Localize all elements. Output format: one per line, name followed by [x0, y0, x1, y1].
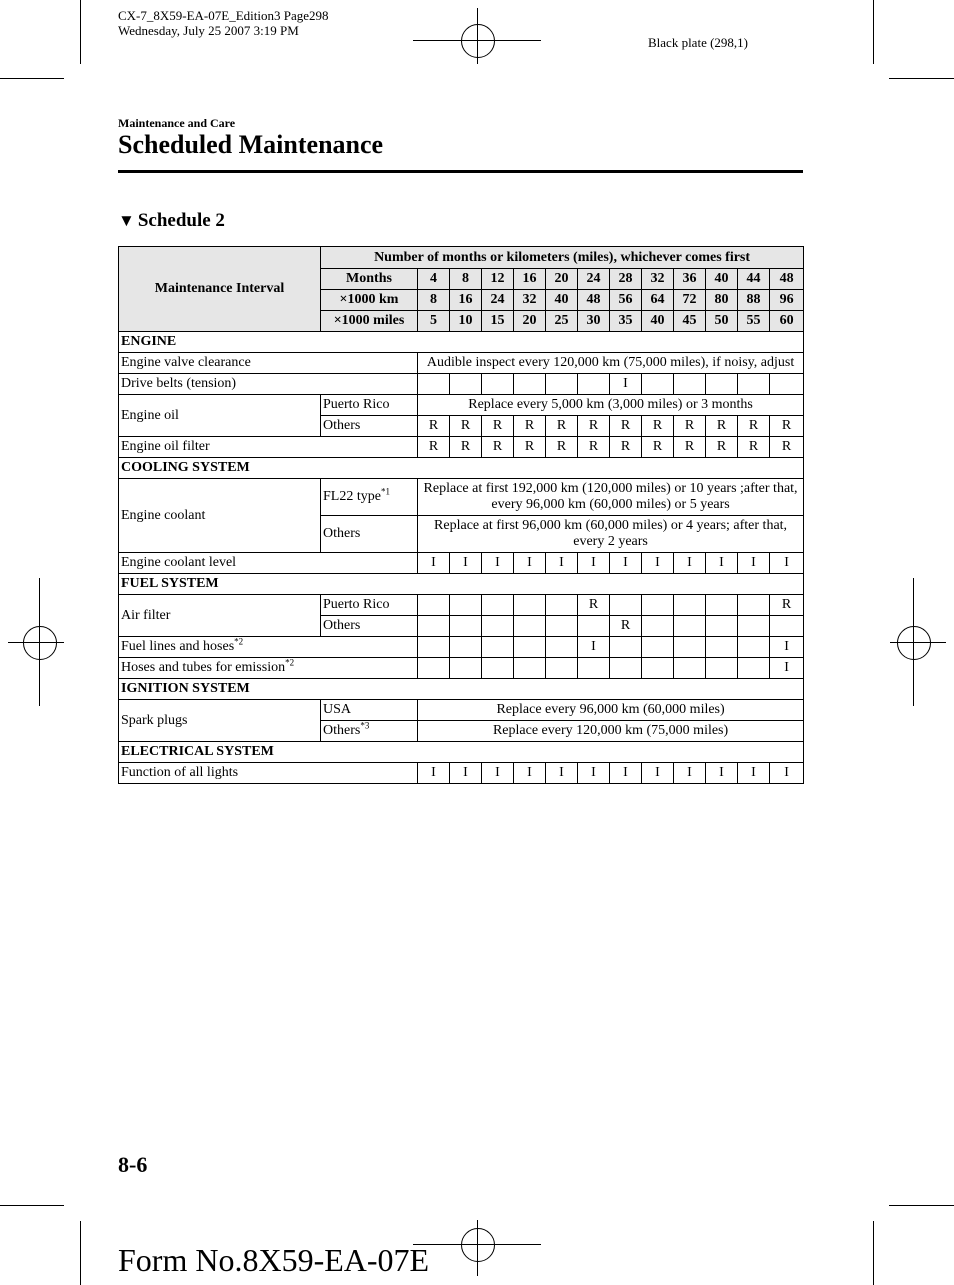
interval-cell: I: [450, 553, 482, 574]
interval-cell: I: [770, 763, 804, 784]
item-name: [119, 700, 321, 742]
interval-value: 32: [514, 290, 546, 311]
interval-cell: R: [642, 416, 674, 437]
sub-item-name: [321, 721, 418, 742]
interval-value: 48: [770, 269, 804, 290]
item-name-text: Engine oil: [121, 407, 179, 423]
item-name-text: Function of all lights: [121, 765, 239, 780]
item-name: [119, 553, 418, 574]
item-name: [119, 595, 321, 637]
table-row: [119, 353, 804, 374]
interval-cell: I: [514, 763, 546, 784]
interval-value: 5: [418, 311, 450, 332]
interval-label: Maintenance Interval: [119, 247, 321, 332]
footnote-ref: *3: [360, 720, 370, 731]
interval-cell: [578, 374, 610, 395]
interval-cell: R: [674, 437, 706, 458]
interval-cell: [546, 595, 578, 616]
interval-cell: [706, 658, 738, 679]
interval-cell: [674, 616, 706, 637]
crop-mark: [39, 578, 40, 706]
crop-mark: [889, 1205, 954, 1206]
interval-value: 55: [738, 311, 770, 332]
page-title: Scheduled Maintenance: [118, 130, 384, 159]
section-title: COOLING SYSTEM: [119, 458, 804, 479]
interval-cell: R: [546, 416, 578, 437]
item-name-text: Fuel lines and hoses: [121, 639, 235, 654]
interval-cell: [642, 658, 674, 679]
crop-mark: [477, 1220, 478, 1276]
print-header-plate: Black plate (298,1): [648, 35, 748, 50]
interval-cell: [674, 658, 706, 679]
interval-cell: [482, 595, 514, 616]
interval-cell: [450, 595, 482, 616]
footnote-ref: *2: [234, 636, 244, 647]
interval-value: 36: [674, 269, 706, 290]
registration-mark-icon: [23, 626, 57, 660]
sub-item-name: [321, 416, 418, 437]
table-row: [119, 374, 804, 395]
item-name: [119, 395, 321, 437]
interval-value: 64: [642, 290, 674, 311]
interval-cell: R: [578, 437, 610, 458]
interval-cell: I: [642, 553, 674, 574]
interval-cell: [514, 637, 546, 658]
interval-cell: I: [610, 553, 642, 574]
registration-mark-icon: [897, 626, 931, 660]
interval-value: 24: [578, 269, 610, 290]
interval-value: 10: [450, 311, 482, 332]
interval-cell: [418, 374, 450, 395]
crop-mark: [0, 1205, 64, 1206]
interval-cell: I: [546, 763, 578, 784]
interval-value: 16: [514, 269, 546, 290]
interval-note: Replace at first 192,000 km (120,000 miles) or 10 years ;after that, every 96,000 km (60,000 miles) or 5 years: [418, 479, 804, 516]
interval-note: Replace every 5,000 km (3,000 miles) or 3 months: [418, 395, 804, 416]
interval-cell: [418, 595, 450, 616]
interval-cell: R: [738, 416, 770, 437]
item-name-text: Engine coolant: [121, 507, 206, 523]
table-row: [119, 437, 804, 458]
interval-value: 88: [738, 290, 770, 311]
interval-cell: I: [706, 553, 738, 574]
sub-item-name: [321, 616, 418, 637]
interval-cell: R: [578, 595, 610, 616]
sub-item-name-text: Others: [323, 418, 361, 433]
item-name: [119, 437, 418, 458]
interval-cell: [578, 658, 610, 679]
table-row: [119, 479, 804, 516]
interval-cell: [674, 595, 706, 616]
item-name-text: Engine oil filter: [121, 439, 210, 454]
maintenance-table: [118, 246, 804, 784]
section-row: [119, 742, 804, 763]
table-row: [119, 763, 804, 784]
crop-mark: [477, 8, 478, 64]
crop-mark: [890, 642, 946, 643]
item-name: [119, 763, 418, 784]
interval-value: 16: [450, 290, 482, 311]
interval-cell: [450, 374, 482, 395]
item-name-text: Engine coolant level: [121, 555, 237, 570]
interval-cell: R: [610, 437, 642, 458]
interval-cell: R: [450, 437, 482, 458]
crop-mark: [80, 0, 81, 64]
interval-cell: I: [610, 374, 642, 395]
interval-value: 20: [546, 269, 578, 290]
interval-cell: [482, 658, 514, 679]
interval-value: 4: [418, 269, 450, 290]
interval-value: 40: [706, 269, 738, 290]
table-row: [119, 553, 804, 574]
sub-item-name-text: Puerto Rico: [323, 597, 390, 612]
footnote-ref: *2: [285, 657, 295, 668]
interval-value: 50: [706, 311, 738, 332]
interval-cell: I: [418, 553, 450, 574]
section-row: [119, 332, 804, 353]
section-row: [119, 679, 804, 700]
interval-cell: R: [770, 416, 804, 437]
interval-cell: I: [578, 763, 610, 784]
sub-item-name: [321, 395, 418, 416]
registration-mark-icon: [461, 24, 495, 58]
print-header: [118, 8, 329, 38]
interval-cell: [546, 616, 578, 637]
interval-cell: [482, 374, 514, 395]
item-name: [119, 374, 418, 395]
interval-cell: [450, 637, 482, 658]
item-name-text: Spark plugs: [121, 712, 188, 728]
sub-item-name-text: Puerto Rico: [323, 397, 390, 412]
interval-cell: R: [738, 437, 770, 458]
interval-cell: I: [610, 763, 642, 784]
header-row: [119, 247, 804, 269]
interval-value: 45: [674, 311, 706, 332]
sub-item-name-text: USA: [323, 702, 352, 717]
interval-cell: [482, 616, 514, 637]
interval-value: 28: [610, 269, 642, 290]
interval-cell: R: [514, 437, 546, 458]
interval-cell: R: [610, 416, 642, 437]
interval-cell: [738, 616, 770, 637]
interval-cell: R: [770, 595, 804, 616]
interval-cell: I: [674, 553, 706, 574]
interval-cell: [450, 616, 482, 637]
interval-cell: [674, 637, 706, 658]
interval-cell: [418, 658, 450, 679]
interval-cell: [738, 374, 770, 395]
interval-cell: [610, 637, 642, 658]
section-row: [119, 458, 804, 479]
interval-row-label: Months: [321, 269, 418, 290]
form-number: Form No.8X59-EA-07E: [118, 1242, 430, 1278]
interval-cell: [706, 595, 738, 616]
interval-cell: R: [546, 437, 578, 458]
interval-cell: R: [642, 437, 674, 458]
interval-value: 40: [642, 311, 674, 332]
interval-cell: R: [610, 616, 642, 637]
interval-cell: [418, 616, 450, 637]
interval-value: 12: [482, 269, 514, 290]
interval-cell: R: [482, 416, 514, 437]
interval-cell: I: [706, 763, 738, 784]
triangle-down-icon: ▼: [118, 211, 135, 230]
interval-value: 80: [706, 290, 738, 311]
interval-value: 20: [514, 311, 546, 332]
section-row: [119, 574, 804, 595]
interval-note: Replace every 120,000 km (75,000 miles): [418, 721, 804, 742]
section-title: IGNITION SYSTEM: [119, 679, 804, 700]
interval-cell: I: [482, 553, 514, 574]
interval-value: 40: [546, 290, 578, 311]
crop-mark: [8, 642, 64, 643]
interval-cell: I: [482, 763, 514, 784]
interval-cell: I: [738, 763, 770, 784]
crop-mark: [889, 78, 954, 79]
sub-item-name: [321, 595, 418, 616]
sub-item-name-text: Others: [323, 618, 361, 633]
interval-cell: [546, 658, 578, 679]
interval-value: 15: [482, 311, 514, 332]
item-name-text: Hoses and tubes for emission: [121, 660, 286, 675]
interval-value: 72: [674, 290, 706, 311]
interval-value: 30: [578, 311, 610, 332]
interval-cell: [514, 374, 546, 395]
interval-cell: R: [706, 437, 738, 458]
interval-value: 32: [642, 269, 674, 290]
interval-cell: R: [418, 437, 450, 458]
interval-cell: R: [482, 437, 514, 458]
interval-cell: [514, 658, 546, 679]
crop-mark: [913, 578, 914, 706]
interval-note: Replace every 96,000 km (60,000 miles): [418, 700, 804, 721]
interval-cell: I: [770, 553, 804, 574]
interval-cell: [578, 616, 610, 637]
interval-value: 44: [738, 269, 770, 290]
interval-value: 24: [482, 290, 514, 311]
interval-cell: [738, 658, 770, 679]
interval-cell: [674, 374, 706, 395]
interval-cell: [642, 595, 674, 616]
schedule-title-text: Schedule 2: [137, 210, 225, 231]
table-body: [119, 247, 804, 784]
sub-item-name: [321, 700, 418, 721]
interval-value: 56: [610, 290, 642, 311]
interval-value: 60: [770, 311, 804, 332]
interval-cell: I: [738, 553, 770, 574]
interval-cell: I: [674, 763, 706, 784]
item-name: [119, 637, 418, 658]
interval-cell: R: [578, 416, 610, 437]
interval-cell: [546, 374, 578, 395]
interval-cell: [450, 658, 482, 679]
table-row: [119, 658, 804, 679]
interval-cell: I: [578, 637, 610, 658]
table-row: [119, 395, 804, 416]
interval-cell: R: [450, 416, 482, 437]
section-label: Maintenance and Care: [118, 116, 236, 130]
sub-item-name-text: Others: [323, 526, 361, 541]
interval-cell: I: [770, 637, 804, 658]
crop-mark: [873, 1221, 874, 1285]
item-name-text: Air filter: [121, 607, 171, 623]
section-title: FUEL SYSTEM: [119, 574, 804, 595]
title-rule: [118, 170, 803, 173]
interval-cell: [642, 637, 674, 658]
interval-cell: [706, 374, 738, 395]
interval-cell: I: [578, 553, 610, 574]
table-row: [119, 637, 804, 658]
item-name-text: Drive belts (tension): [121, 376, 237, 391]
interval-note: Replace at first 96,000 km (60,000 miles) or 4 years; after that, every 2 years: [418, 516, 804, 553]
schedule-title: [118, 210, 225, 232]
section-title: ELECTRICAL SYSTEM: [119, 742, 804, 763]
interval-cell: [770, 374, 804, 395]
interval-cell: [706, 637, 738, 658]
sub-item-name-text: FL22 type: [323, 489, 381, 504]
interval-top-header: Number of months or kilometers (miles), whichever comes first: [321, 247, 804, 269]
table-row: [119, 700, 804, 721]
interval-value: 8: [450, 269, 482, 290]
registration-mark-icon: [461, 1228, 495, 1262]
interval-cell: [610, 595, 642, 616]
interval-cell: [610, 658, 642, 679]
sub-item-name: [321, 479, 418, 516]
interval-value: 25: [546, 311, 578, 332]
table-row: [119, 595, 804, 616]
interval-cell: [514, 616, 546, 637]
interval-cell: [546, 637, 578, 658]
item-name: [119, 479, 321, 553]
interval-cell: [642, 374, 674, 395]
sub-item-name: [321, 516, 418, 553]
footnote-ref: *1: [380, 486, 390, 497]
interval-cell: [738, 637, 770, 658]
interval-cell: [514, 595, 546, 616]
section-title: ENGINE: [119, 332, 804, 353]
interval-cell: [482, 637, 514, 658]
interval-cell: R: [770, 437, 804, 458]
interval-value: 48: [578, 290, 610, 311]
crop-mark: [80, 1221, 81, 1285]
interval-cell: [418, 637, 450, 658]
interval-cell: I: [418, 763, 450, 784]
interval-value: 8: [418, 290, 450, 311]
interval-cell: [770, 616, 804, 637]
interval-cell: R: [514, 416, 546, 437]
interval-value: 35: [610, 311, 642, 332]
crop-mark: [873, 0, 874, 64]
interval-cell: I: [450, 763, 482, 784]
interval-note: Audible inspect every 120,000 km (75,000 miles), if noisy, adjust: [418, 353, 804, 374]
interval-cell: I: [770, 658, 804, 679]
item-name-text: Engine valve clearance: [121, 355, 251, 370]
print-header-file: CX-7_8X59-EA-07E_Edition3 Page298: [118, 8, 329, 23]
item-name: [119, 353, 418, 374]
crop-mark: [0, 78, 64, 79]
interval-cell: [706, 616, 738, 637]
print-header-date: Wednesday, July 25 2007 3:19 PM: [118, 23, 299, 38]
interval-cell: R: [674, 416, 706, 437]
interval-cell: R: [706, 416, 738, 437]
interval-row-label: ×1000 miles: [321, 311, 418, 332]
interval-cell: I: [546, 553, 578, 574]
sub-item-name-text: Others: [323, 723, 361, 738]
page-number: 8-6: [118, 1152, 148, 1177]
interval-row-label: ×1000 km: [321, 290, 418, 311]
interval-cell: R: [418, 416, 450, 437]
interval-cell: [642, 616, 674, 637]
interval-cell: I: [514, 553, 546, 574]
interval-value: 96: [770, 290, 804, 311]
interval-cell: [738, 595, 770, 616]
interval-cell: I: [642, 763, 674, 784]
item-name: [119, 658, 418, 679]
